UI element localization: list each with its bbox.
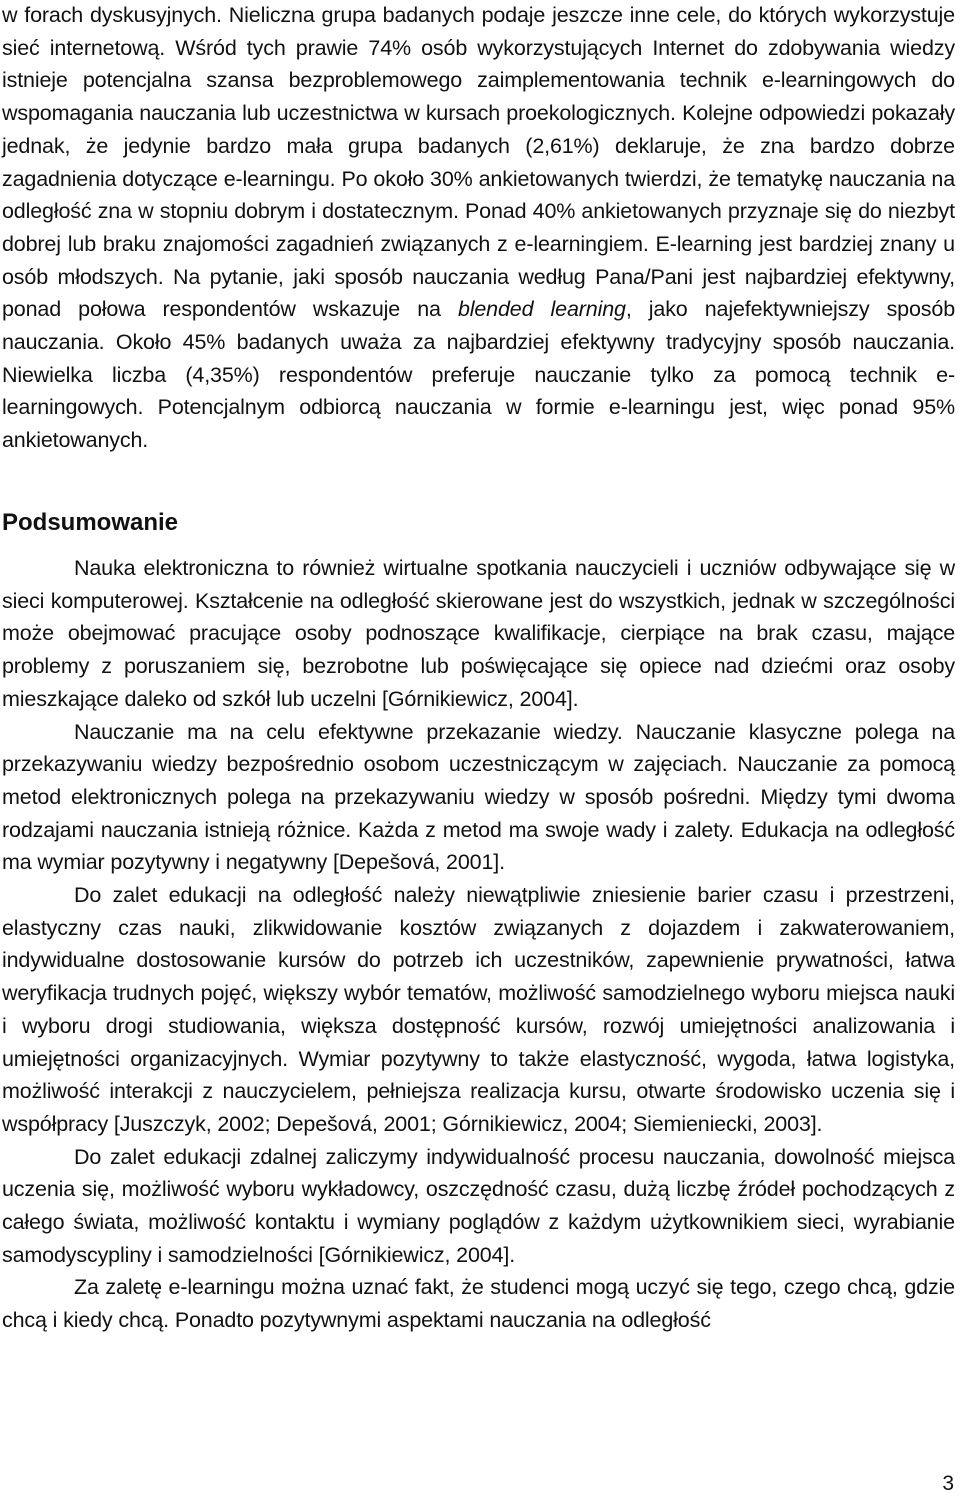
- intro-paragraph: [2, 0, 955, 457]
- summary-section: [2, 552, 955, 1337]
- summary-paragraph: Do zalet edukacji zdalnej zaliczymy indywidualność procesu nauczania, dowolność miejsca uczenia się, możliwość wyboru wykładowcy, oszczędność czasu, dużą liczbę źródeł pochodzących z całego świata, możliwość kontaktu i wymiany poglądów z każdym użytkownikiem sieci, wyrabianie samodyscypliny i samodzielności [Górnikiewicz, 2004].: [2, 1144, 955, 1267]
- page-number: 3: [942, 1472, 954, 1495]
- intro-italic-term: blended learning: [457, 297, 626, 322]
- summary-paragraph: Nauczanie ma na celu efektywne przekazanie wiedzy. Nauczanie klasyczne polega na przekazywaniu wiedzy bezpośrednio osobom uczestniczącym w zajęciach. Nauczanie za pomocą metod elektronicznych polega na przekazywaniu wiedzy w sposób pośredni. Między tymi dwoma rodzajami nauczania istnieją różnice. Każda z metod ma swoje wady i zalety. Edukacja na odległość ma wymiar pozytywny i negatywny [Depešová, 2001].: [2, 719, 955, 875]
- intro-text-part-2: , jako najefektywniejszy sposób nauczania. Około 45% badanych uważa za najbardziej efektywny tradycyjny sposób nauczania. Niewielka liczba (4,35%) respondentów preferuje nauczanie tylko za pomocą technik e-learningowych. Potencjalnym odbiorcą nauczania w formie e-learningu jest, więc ponad 95% ankietowanych.: [2, 297, 956, 453]
- intro-text-part-1: w forach dyskusyjnych. Nieliczna grupa badanych podaje jeszcze inne cele, do których wykorzystuje sieć internetową. Wśród tych prawie 74% osób wykorzystujących Internet do zdobywania wiedzy istnieje potencjalna szansa bezproblemowego zaimplementowania technik e-learningowych do wspomagania nauczania lub uczestnictwa w kursach proekologicznych. Kolejne odpowiedzi pokazały jednak, że jedynie bardzo mała grupa badanych (2,61%) deklaruje, że zna bardzo dobrze zagadnienia dotyczące e-learningu. Po około 30% ankietowanych twierdzi, że tematykę nauczania na odległość zna w stopniu dobrym i dostatecznym. Ponad 40% ankietowanych przyznaje się do niezbyt dobrej lub braku znajomości zagadnień związanych z e-learningiem. E-learning jest bardziej znany u osób młodszych. Na pytanie, jaki sposób nauczania według Pana/Pani jest najbardziej efektywny, ponad połowa respondentów wskazuje na: [2, 3, 955, 322]
- summary-paragraph: Do zalet edukacji na odległość należy niewątpliwie zniesienie barier czasu i przestrzeni, elastyczny czas nauki, zlikwidowanie kosztów związanych z dojazdem i zakwaterowaniem, indywidualne dostosowanie kursów do potrzeb ich uczestników, zapewnienie prywatności, łatwa weryfikacja trudnych pojęć, większy wybór tematów, możliwość samodzielnego wyboru miejsca nauki i wyboru drogi studiowania, większa dostępność kursów, rozwój umiejętności analizowania i umiejętności organizacyjnych. Wymiar pozytywny to także elastyczność, wygoda, łatwa logistyka, możliwość interakcji z nauczycielem, pełniejsza realizacja kursu, otwarte środowisko uczenia się i współpracy [Juszczyk, 2002; Depešová, 2001; Górnikiewicz, 2004; Siemieniecki, 2003].: [2, 883, 955, 1136]
- summary-paragraph: Za zaletę e-learningu można uznać fakt, że studenci mogą uczyć się tego, czego chcą, gdzie chcą i kiedy chcą. Ponadto pozytywnymi aspektami nauczania na odległość: [2, 1275, 955, 1333]
- section-heading: Podsumowanie: [2, 509, 179, 536]
- summary-paragraph: Nauka elektroniczna to również wirtualne spotkania nauczycieli i uczniów odbywające się w sieci komputerowej. Kształcenie na odległość skierowane jest do wszystkich, jednak w szczególności może obejmować pracujące osoby podnoszące kwalifikacje, cierpiące na brak czasu, mające problemy z poruszaniem się, bezrobotne lub poświęcające się opiece nad dziećmi oraz osoby mieszkające daleko od szkół lub uczelni [Górnikiewicz, 2004].: [2, 556, 955, 711]
- intro-paragraph-text: [2, 0, 955, 457]
